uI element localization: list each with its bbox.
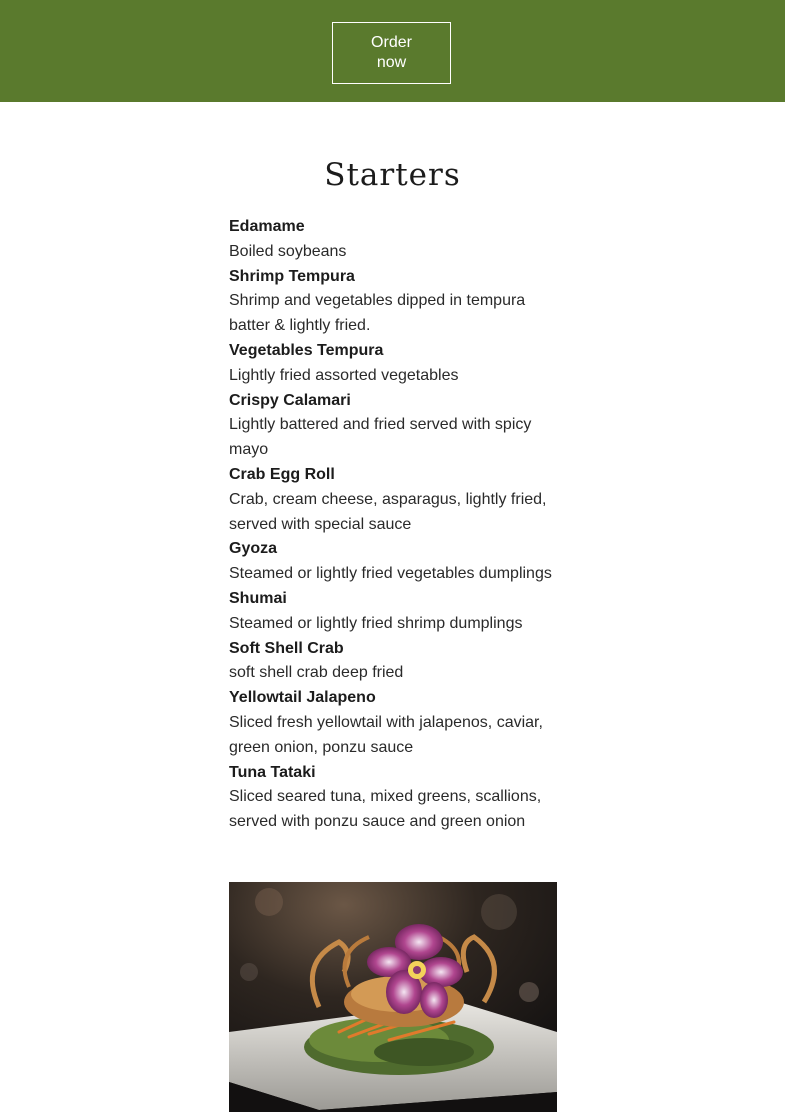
menu-item-name: Edamame (229, 218, 305, 235)
menu-item-description: Lightly fried assorted vegetables (229, 366, 459, 384)
menu-item-name: Gyoza (229, 540, 278, 558)
menu-item (229, 339, 559, 389)
menu-item (229, 265, 559, 339)
menu-item-name: Crispy Calamari (229, 391, 351, 409)
menu-item (229, 637, 559, 687)
menu-item (229, 463, 559, 537)
menu-item-name: Yellowtail Jalapeno (229, 689, 376, 707)
menu-item-name: Vegetables Tempura (229, 341, 384, 359)
dish-photo (229, 882, 557, 1112)
menu-item-description: Boiled soybeans (229, 242, 347, 260)
menu-item-description: Shrimp and vegetables dipped in tempura batter & lightly fried. (229, 292, 526, 335)
menu-item (229, 389, 559, 463)
menu-item-name: Crab Egg Roll (229, 465, 335, 483)
section-title: Starters (324, 157, 461, 193)
menu-item-description: Steamed or lightly fried shrimp dumplings (229, 614, 523, 632)
starters-menu-list (229, 215, 559, 835)
menu-item-name: Shrimp Tempura (229, 267, 355, 285)
order-now-button[interactable]: Order now (332, 22, 451, 84)
menu-item-description: Lightly battered and fried served with spicy mayo (229, 416, 532, 459)
menu-item-description: Sliced seared tuna, mixed greens, scallions, served with ponzu sauce and green onion (229, 788, 542, 831)
menu-item-description: Crab, cream cheese, asparagus, lightly fried, served with special sauce (229, 490, 547, 533)
menu-item-name: Soft Shell Crab (229, 639, 344, 657)
menu-item-description: Steamed or lightly fried vegetables dumplings (229, 565, 552, 583)
menu-item (229, 686, 559, 760)
header-bar (0, 0, 785, 102)
menu-item-name: Tuna Tataki (229, 763, 316, 781)
menu-item (229, 215, 559, 265)
menu-item-description: Sliced fresh yellowtail with jalapenos, caviar, green onion, ponzu sauce (229, 713, 543, 756)
menu-item-name: Shumai (229, 589, 287, 607)
menu-item-description: soft shell crab deep fried (229, 664, 404, 682)
menu-item (229, 537, 559, 587)
menu-item (229, 587, 559, 637)
menu-item (229, 761, 559, 835)
